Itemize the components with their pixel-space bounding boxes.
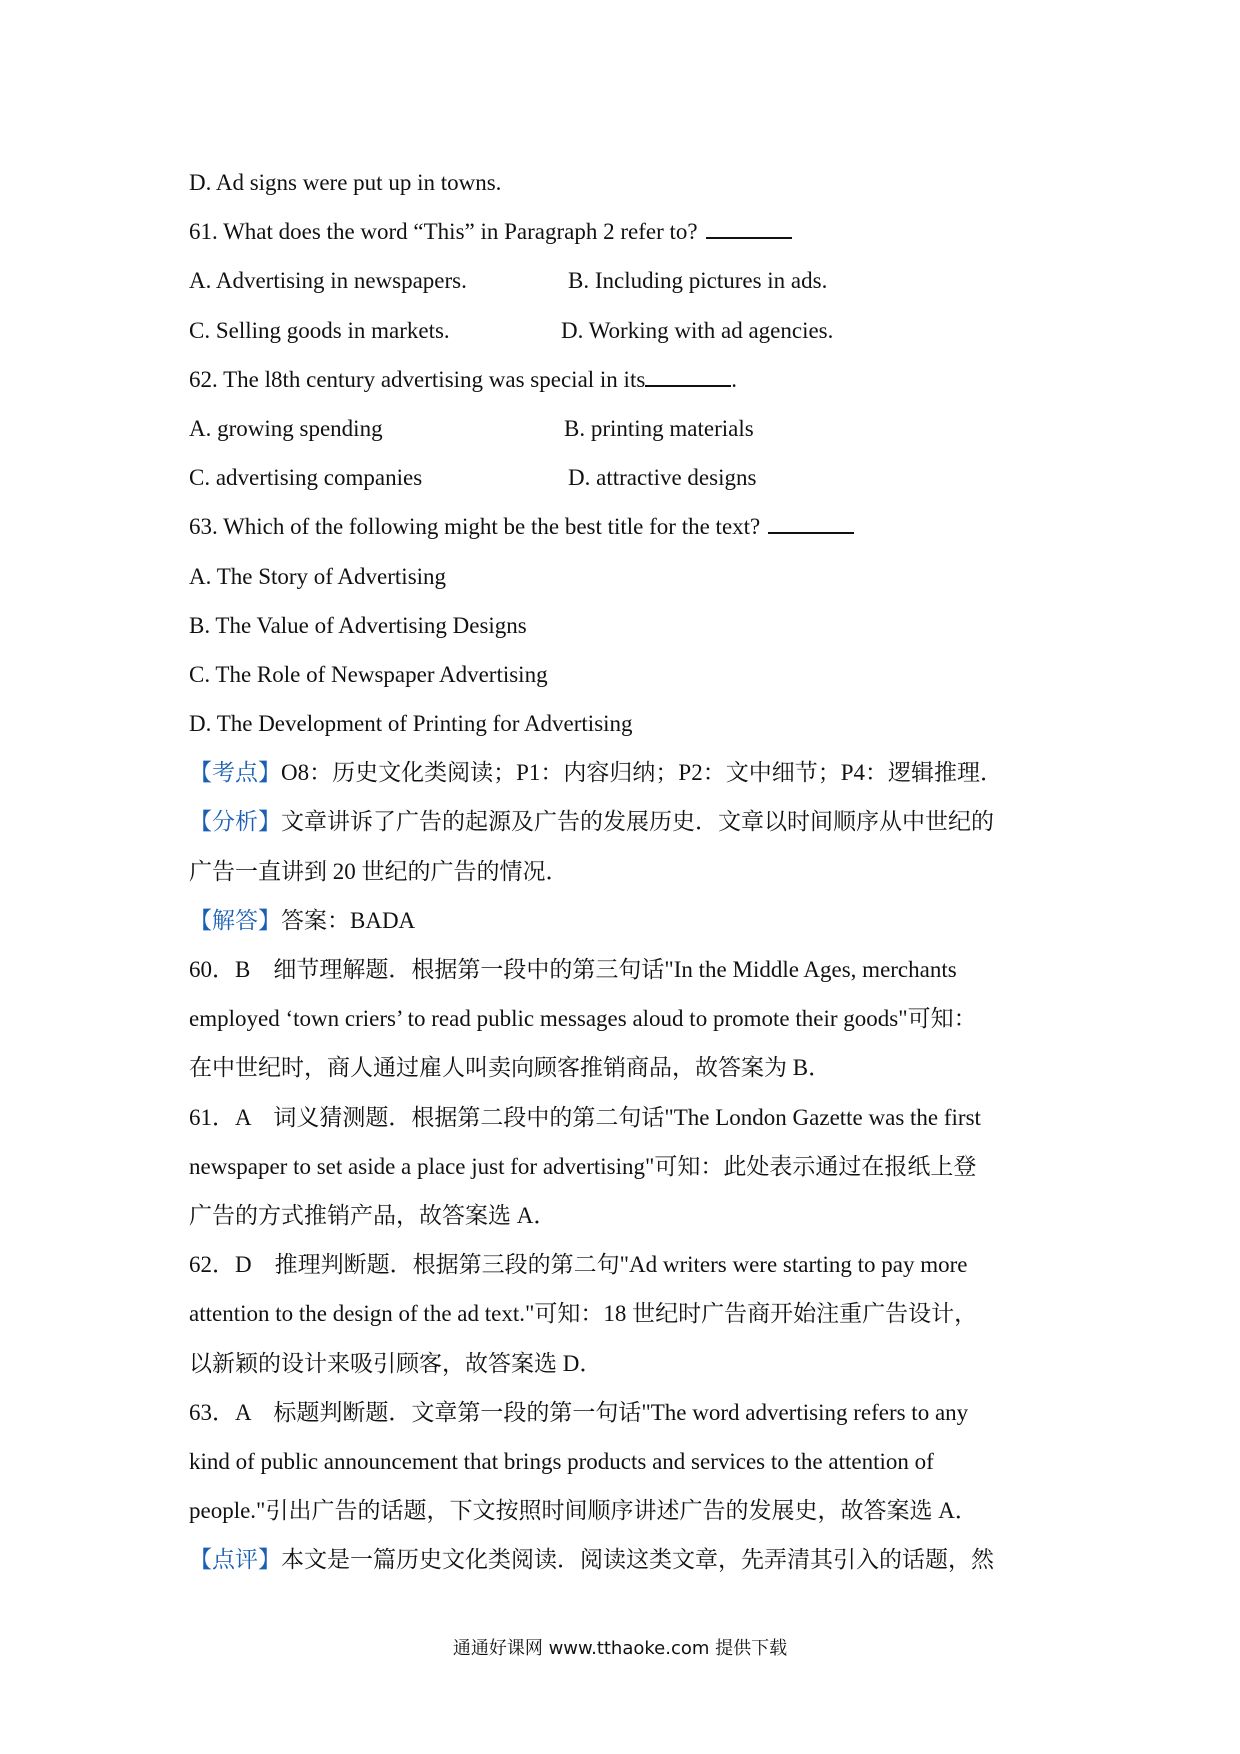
answer-61-line-3: 广告的方式推销产品，故答案选 A． bbox=[189, 1202, 557, 1228]
q62-stem-text: 62. The l8th century advertising was special in its bbox=[189, 366, 646, 392]
answer-62-line-2: attention to the design of the ad text."可知：18 世纪时广告商开始注重广告设计， bbox=[189, 1301, 978, 1327]
kaodian-text: O8：历史文化类阅读；P1：内容归纳；P2：文中细节；P4：逻辑推理． bbox=[281, 760, 1003, 786]
answer-61-line-2: newspaper to set aside a place just for advertising"可知：此处表示通过在报纸上登 bbox=[189, 1153, 977, 1179]
fenxi-tag: 【分析】 bbox=[189, 809, 281, 835]
kaodian-line bbox=[189, 748, 1059, 797]
q62-options-cd bbox=[189, 453, 1059, 502]
q63-stem-text: 63. Which of the following might be the best title for the text? bbox=[189, 514, 761, 540]
answer-63-line-1: 63．A 标题判断题．文章第一段的第一句话"The word advertising refers to any bbox=[189, 1399, 969, 1425]
q62-options-ab bbox=[189, 404, 1059, 453]
q61-option-d: D. Working with ad agencies. bbox=[561, 317, 834, 343]
dianping-tag: 【点评】 bbox=[189, 1547, 281, 1573]
answer-62-line-3: 以新颖的设计来吸引顾客，故答案选 D． bbox=[189, 1350, 603, 1376]
q62-stem bbox=[189, 355, 1059, 404]
q62-option-c: C. advertising companies bbox=[189, 465, 423, 491]
kaodian-tag: 【考点】 bbox=[189, 760, 281, 786]
q63-option-a: A. The Story of Advertising bbox=[189, 563, 447, 589]
q63-option-b: B. The Value of Advertising Designs bbox=[189, 612, 527, 638]
page-content bbox=[189, 158, 1059, 1584]
answer-60-line-2: employed ‘town criers’ to read public messages aloud to promote their goods"可知： bbox=[189, 1006, 977, 1032]
q63-stem bbox=[189, 502, 1059, 551]
answer-blank bbox=[706, 215, 792, 239]
q63-option-d: D. The Development of Printing for Advertising bbox=[189, 711, 633, 737]
q62-option-d: D. attractive designs bbox=[568, 465, 757, 491]
q63-option-c: C. The Role of Newspaper Advertising bbox=[189, 661, 548, 687]
answer-62-line-1: 62．D 推理判断题．根据第三段的第二句"Ad writers were starting to pay more bbox=[189, 1252, 968, 1278]
q61-option-a: A. Advertising in newspapers. bbox=[189, 268, 467, 294]
fenxi-text: 文章讲诉了广告的起源及广告的发展历史．文章以时间顺序从中世纪的 bbox=[281, 809, 994, 835]
answer-blank bbox=[768, 510, 854, 534]
answer-60-line-1: 60．B 细节理解题．根据第一段中的第三句话"In the Middle Ages, merchants bbox=[189, 957, 957, 982]
answer-60-line-3: 在中世纪时，商人通过雇人叫卖向顾客推销商品，故答案为 B． bbox=[189, 1055, 832, 1081]
answer-blank bbox=[645, 363, 731, 387]
fenxi-line bbox=[189, 797, 1059, 846]
fenxi-line-2: 广告一直讲到 20 世纪的广告的情况． bbox=[189, 858, 569, 884]
answer-63-line-2: kind of public announcement that brings products and services to the attention of bbox=[189, 1448, 934, 1474]
dianping-line bbox=[189, 1535, 1059, 1584]
q62-option-b: B. printing materials bbox=[564, 415, 754, 441]
q61-option-b: B. Including pictures in ads. bbox=[568, 268, 828, 294]
q62-stem-end: . bbox=[731, 366, 738, 392]
jieda-text: 答案：BADA bbox=[281, 907, 416, 933]
q61-options-cd bbox=[189, 306, 1059, 355]
q61-stem-text: 61. What does the word “This” in Paragraph 2 refer to? bbox=[189, 219, 698, 245]
q61-stem bbox=[189, 207, 1059, 256]
answer-61-line-1: 61．A 词义猜测题．根据第二段中的第二句话"The London Gazette was the first bbox=[189, 1104, 981, 1130]
q62-option-a: A. growing spending bbox=[189, 415, 383, 441]
jieda-line bbox=[189, 896, 1059, 945]
jieda-tag: 【解答】 bbox=[189, 907, 281, 933]
q61-option-c: C. Selling goods in markets. bbox=[189, 317, 450, 343]
page-footer: 通通好课网 www.tthaoke.com 提供下载 bbox=[452, 1638, 788, 1659]
dianping-text: 本文是一篇历史文化类阅读．阅读这类文章，先弄清其引入的话题，然 bbox=[281, 1547, 994, 1573]
q61-options-ab bbox=[189, 256, 1059, 305]
q60-option-d: D. Ad signs were put up in towns. bbox=[189, 170, 502, 195]
answer-63-line-3: people."引出广告的话题，下文按照时间顺序讲述广告的发展史，故答案选 A． bbox=[189, 1498, 978, 1524]
